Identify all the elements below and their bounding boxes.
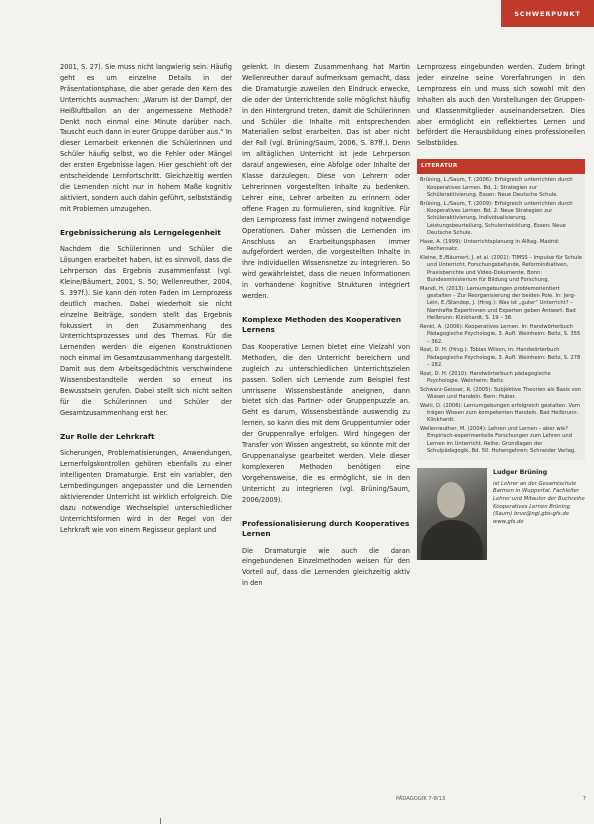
literature-item: Hase, A. (1999): Unterrichtsplanung in Alltag. Madrid: Rechensatz. <box>420 238 560 253</box>
author-name: Ludger Brüning <box>493 468 548 476</box>
section-heading: Professionalisierung durch Kooperatives Lernen <box>242 518 410 539</box>
paragraph: Lernprozess eingebunden werden. Zudem bringt jeder einzelne seine Vorerfahrungen in den Lernprozess ein und muss sich sowohl mit den Inhalten als auch den Vorstellungen der Gruppen- und Klassenmitglieder auseinandersetzen. Dies aber ermöglicht ein reflektiertes Lernen und befördert die Herausbildung eines professionellen Selbstbildes. <box>417 63 585 148</box>
literature-list <box>417 174 585 460</box>
literature-item: Wellenreuther, M. (2004): Lehren und Lernen – aber wie? Empirisch-experimentelle Forschungen zum Lehren und Lernen im Unterricht. Reihe: Grundlagen der Schulpädagogik, Bd. 50. Hohengehren: Schneider Verlag. <box>420 426 576 455</box>
literature-item: Kleine, E./Bäumert, J. et al. (2001): TIMSS – Impulse für Schule und Unterricht. Forschungsbefunde, Reforminitiativen, Praxisberichte und Video-Dokumente. Bonn: Bundesministerium für Bildung und Forschung. <box>420 254 582 283</box>
author-info <box>493 468 585 560</box>
section-label: SCHWERPUNKT <box>514 9 581 18</box>
literature-item: Rost, D. H. (2010): Handwörterbuch pädagogische Psychologie. Weinheim: Beltz. <box>420 370 551 385</box>
author-bio: ist Lehrer an der Gesamtschule Barmen in Wuppertal, Fachleiter Lehrer und Mitautor der Buchreihe Kooperatives Lernen Brüning (Saum) brue@ngl.gbs-gfs.de www.gfs.de <box>493 480 585 525</box>
literature-item: Rost, D. H. (Hrsg.): Tobias Wilson, in: Handwörterbuch Pädagogische Psychologie, 3. Aufl. Weinheim: Beltz, S. 278 – 282. <box>420 347 581 369</box>
column-1 <box>60 62 232 535</box>
paragraph: Die Dramaturgie wie auch die daran eingebundenen Einzelmethoden weisen für den Vorteil auf, dass die Lernenden gleichzeitig aktiv in den <box>242 546 410 588</box>
section-tab <box>501 0 594 27</box>
page-number: 7 <box>582 796 586 802</box>
paragraph: Das Kooperative Lernen bietet eine Vielzahl von Methoden, die den Unterricht bereichern und zugleich zu unterschiedlichen Unterrichtszielen passen. Sollen sich Lernende zum Beispiel fest umrissene Wissensbestände aneignen, dann bietet sich das Partner- oder Gruppenpuzzle an. Geht es darum, Wissensbestände auswendig zu lernen, so kann dies mit dem Gruppenturnier oder der Gruppenrallye erfolgen. Wird hingegen der Transfer von Wissen angestrebt, so könnte mit der Gruppenanalyse gearbeitet werden. Viele dieser komplexeren Methoden benötigen eine Vorgehensweise, die es ermöglicht, sie in den Unterricht zu integrieren (vgl. Brüning/Saum, 2006/2009). <box>242 342 410 504</box>
literature-box <box>417 159 585 460</box>
journal-info: PÄDAGOGIK 7-8/13 <box>396 796 446 802</box>
literature-item: Wahl, D. (2006): Lernumgebungen erfolgreich gestalten. Vom trägen Wissen zum kompetenten Handeln. Bad Heilbrunn: Klinkhardt. <box>420 402 580 424</box>
literature-item: Brüning, L./Saum, T. (2009): Erfolgreich unterrichten durch Kooperatives Lernen. Bd. 2: Neue Strategien zur Schüleraktivierung, Individualisierung, Leistungsbeurteilung, Schulentwicklung. Essen: Neue Deutsche Schule. <box>420 200 573 237</box>
author-photo <box>417 468 487 560</box>
paragraph: gelenkt. In diesem Zusammenhang hat Martin Wellenreuther darauf aufmerksam gemacht, dass die Dramaturgie zuweilen den Eindruck erwecke, die oder der Unterrichtende solle möglichst häufig in den Hintergrund treten, damit die Schülerinnen und Schüler die Inhalte mit entsprechenden Materialien selbst erarbeiten. Das ist aber nicht der Fall (vgl. Brüning/Saum, 2006, S. 87ff.). Denn im alltäglichen Unterricht ist jede Lehrperson darauf angewiesen, eine Abfolge oder Inhalte der Klasse darzulegen. Diese von Lehrern oder Lehrerinnen vorgestellten Inhalte zu bedenken. Lehrer eine, Lehrer arbeiten zu erinnern oder offene Fragen zu formulieren, sind kognitive. Für den Lernprozess fast immer zwingend notwendige Operationen. Daher müssen die Lernenden im Anschluss an Erarbeitungsphasen immer aufgefordert werden, die vorgestellten Inhalte in ihre individuellen Wissensnetze zu integrieren. So wird gewährleistet, dass die neuen Informationen in vorhandene kognitive Strukturen integriert werden. <box>242 63 410 301</box>
author-box <box>417 468 585 560</box>
paragraph: Nachdem die Schülerinnen und Schüler die Lösungen erarbeitet haben, ist es sinnvoll, dass die Lehrperson das Ergebnis zusammenfasst (vgl. Kleine/Bäumert, 2001, S. 50; Wellenreuther, 2004, S. 397f.). Sie kann den roten Faden im Lernprozess deutlich machen. Dabei wiederholt sie nicht einzelne Beiträge, sondern stellt das Ergebnis fokussiert in den Zusammenhang des Unterrichtsprozesses und des Themas. Für die Lernenden werden die eigenen Konstruktionen noch einmal im Gesamtzusammenhang dargestellt. Damit aus dem Arbeitsgedächtnis verschwindene Wissensbestandteile werden so erneut ins Bewusstsein gerufen. Dabei stellt sich nicht selten für die Schülerinnen und Schüler der Gesamtzusammenhang erst her. <box>60 245 232 417</box>
column-2 <box>242 62 410 589</box>
section-heading: Zur Rolle der Lehrkraft <box>60 431 155 441</box>
paragraph: 2001, S. 27). Sie muss nicht langwierig sein. Häufig geht es um einzelne Details in der Präsentationsphase, die aber gerade den Kern des Unterrichts ausmachen: „Warum ist der Dampf, der Heißluftballon an der angemessene Methode? Denkt noch einmal eine Minute darüber nach. Tauscht euch dann in eurer Gruppe darüber aus.“ In dieser Lernarbeit erkennen die Schülerinnen und Schüler häufig selbst, wo die Fehler oder Mängel der ersten Ergebnisse lagen. Hier geschieht oft der entscheidende Lernfortschritt. Gleichzeitig werden die Lernenden nicht nur in hohem Maße kognitiv aktiviert, sondern auch dahin geführt, selbstständig mit Problemen umzugehen. <box>60 63 232 213</box>
section-heading: Komplexe Methoden des Kooperativen Lernens <box>242 314 402 335</box>
literature-item: Renkl, A. (2006): Kooperatives Lernen. In: Handwörterbuch Pädagogische Psychologie, 3. Aufl. Weinheim: Beltz, S. 355 – 362. <box>420 323 581 345</box>
column-3 <box>417 62 585 560</box>
literature-item: Schwarz-Geisser, R. (2005): Subjektive Theorien als Basis von Wissen und Handeln. Bern: Huber. <box>420 386 581 401</box>
literature-item: Brüning, L./Saum, T. (2006): Erfolgreich unterrichten durch Kooperatives Lernen. Bd. 1: Strategien zur Schüleraktivierung. Essen: Neue Deutsche Schule. <box>420 177 573 198</box>
page-footer <box>396 796 586 802</box>
section-heading: Ergebnissicherung als Lerngelegenheit <box>60 227 221 237</box>
literature-item: Mandl, H. (2013): Lernumgebungen problemorientiert gestalten – Zur Reorganisierung der beiden Pole. In: Jerg-Lein, E./Standop, J. (Hrsg.): Was ist „guter“ Unterricht? – Namhafte Expertinnen und Experten geben Antwort. Bad Heilbrunn: Klinkhardt, S. 19 – 38. <box>420 285 576 322</box>
paragraph: Sicherungen, Problematisierungen, Anwendungen, Lernerfolgskontrollen gehören ebenfalls zu einer intelligenten Dramaturgie. Erst ein variabler, den Lernbedingungen angepasster und die Lernenden aktivierender Unterricht ist wirklich erfolgreich. Die dazu notwendige Wechselspiel unterschiedlicher Unterrichtsformen wird in der Regel von der Lehrkraft wie von einem Regisseur geplant und <box>60 449 232 534</box>
crop-mark <box>160 818 161 824</box>
literature-heading: LITERATUR <box>417 159 585 174</box>
